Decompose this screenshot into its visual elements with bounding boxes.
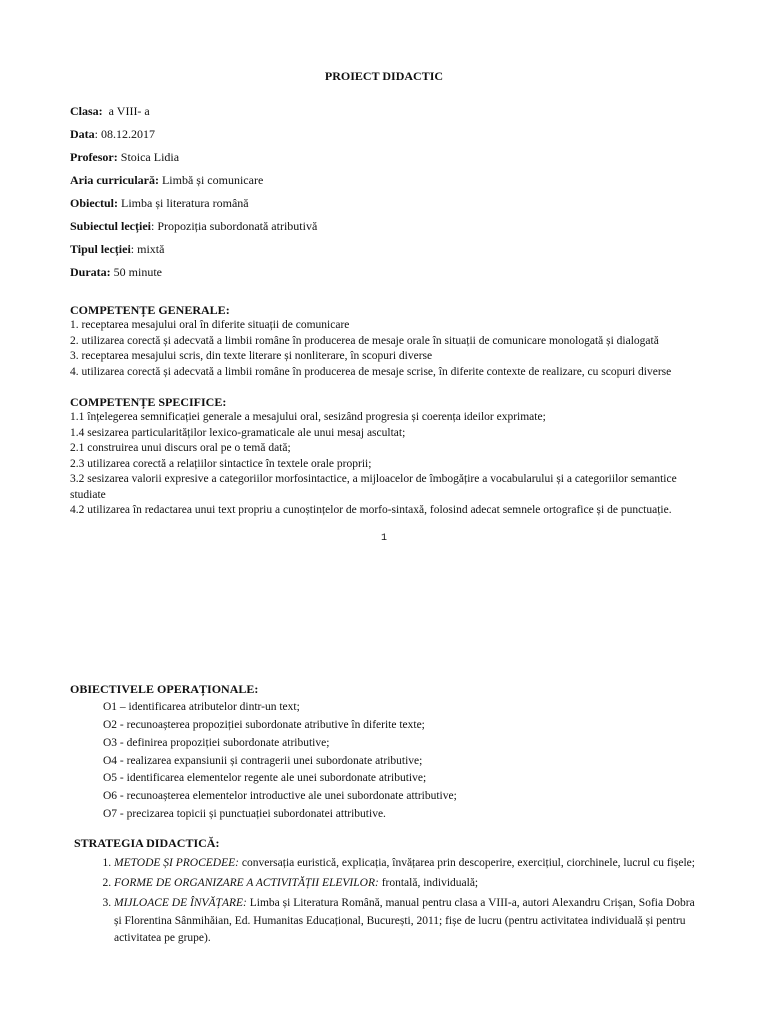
list-item: O2 - recunoașterea propoziției subordonate atributive în diferite texte; [103, 718, 425, 731]
list-item: 2. utilizarea corectă și adecvată a limbii române în producerea de mesaje orale în situații de comunicare monologată și dialogată [70, 334, 659, 347]
list-item: 1. receptarea mesajului oral în diferite situații de comunicare [70, 319, 350, 332]
field-value: : 08.12.2017 [94, 127, 156, 141]
list-item: 4.2 utilizarea în redactarea unui text propriu a cunoștințelor de morfo-sintaxă, folosind adecat semnele ortografice și de punctuație. [70, 504, 672, 517]
list-item: 1.4 sesizarea particularităților lexico-gramaticale ale unui mesaj ascultat; [70, 426, 406, 439]
field-label: Tipul lecției [70, 242, 131, 256]
field-clasa [70, 103, 150, 119]
strategy-label: MIJLOACE DE ÎNVĂȚARE: [114, 896, 247, 909]
field-label: Durata: [70, 265, 111, 279]
field-value: : Propoziția subordonată atributivă [151, 219, 318, 233]
strategia-didactica [74, 835, 704, 950]
field-profesor [70, 149, 179, 165]
field-value: Limbă și comunicare [161, 173, 264, 187]
field-label: Obiectul: [70, 196, 118, 210]
list-item: O1 – identificarea atributelor dintr-un text; [103, 701, 300, 714]
strategy-text: frontală, individuală; [378, 877, 479, 889]
strategy-list [74, 855, 704, 948]
list-item [114, 855, 704, 873]
competente-specifice [70, 394, 710, 519]
list-item: O3 - definirea propoziției subordonate atributive; [103, 736, 330, 749]
document-title: PROIECT DIDACTIC [324, 69, 444, 83]
section-heading: STRATEGIA DIDACTICĂ: [74, 836, 220, 850]
section-heading: COMPETENȚE SPECIFICE: [70, 395, 227, 409]
field-label: Aria curriculară: [70, 173, 159, 187]
list-item: 3.2 sesizarea valorii expresive a categoriilor morfosintactice, a mijloacelor de îmbogățire a vocabularului și a categoriilor semantice studiate [70, 473, 677, 501]
list-item [114, 875, 704, 893]
field-value: a VIII- a [108, 104, 150, 118]
list-item: O6 - recunoașterea elementelor introductive ale unei subordonate attributive; [103, 790, 457, 803]
competente-generale [70, 302, 710, 380]
field-label: Subiectul lecției [70, 219, 151, 233]
field-subiectul [70, 218, 317, 234]
section-heading: COMPETENȚE GENERALE: [70, 303, 230, 317]
list-item: 1.1 înțelegerea semnificației generale a mesajului oral, sesizând progresia și coerența ideilor exprimate; [70, 411, 546, 424]
obiective-operationale [70, 681, 710, 825]
strategy-text: Limba și Literatura Română, manual pentru clasa a VIII-a, autori Alexandru Crișan, Sofia Dobra și Florentina Sânmihăian, Ed. Humanitas Educațional, București, 2011; fișe de lucru (pentru activitatea individuală și pentru activitatea pe grupe). [114, 896, 695, 945]
list-item: 2.1 construirea unui discurs oral pe o temă dată; [70, 442, 291, 455]
field-obiectul [70, 195, 249, 211]
field-durata [70, 264, 162, 280]
field-tipul [70, 241, 164, 257]
field-label: Clasa: [70, 104, 103, 118]
field-label: Data [70, 127, 95, 141]
list-item: 2.3 utilizarea corectă a relațiilor sintactice în textele orale proprii; [70, 457, 372, 470]
field-value: Stoica Lidia [120, 150, 180, 164]
strategy-label: FORME DE ORGANIZARE A ACTIVITĂȚII ELEVILOR: [114, 877, 379, 889]
section-heading: OBIECTIVELE OPERAȚIONALE: [70, 682, 259, 696]
strategy-text: conversația euristică, explicația, învățarea prin descoperire, exercițiul, ciorchinele, lucrul cu fișele; [239, 857, 695, 870]
page-number: 1 [380, 533, 387, 544]
list-item: 3. receptarea mesajului scris, din texte literare și nonliterare, în scopuri diverse [70, 350, 433, 363]
field-value: : mixtă [130, 242, 165, 256]
field-value: 50 minute [113, 265, 162, 279]
list-item: O5 - identificarea elementelor regente ale unei subordonate atributive; [103, 772, 427, 785]
field-data [70, 126, 155, 142]
list-item: O4 - realizarea expansiunii și contragerii unei subordonate atributive; [103, 754, 423, 767]
field-value: Limba și literatura română [121, 196, 249, 210]
list-item: 4. utilizarea corectă și adecvată a limbii române în producerea de mesaje scrise, în diferite contexte de realizare, cu scopuri diverse [70, 365, 672, 378]
field-aria [70, 172, 263, 188]
list-item: O7 - precizarea topicii și punctuației subordonatei attributive. [103, 807, 386, 820]
list-item [114, 895, 704, 948]
field-label: Profesor: [70, 150, 118, 164]
strategy-label: METODE ȘI PROCEDEE: [114, 857, 239, 870]
